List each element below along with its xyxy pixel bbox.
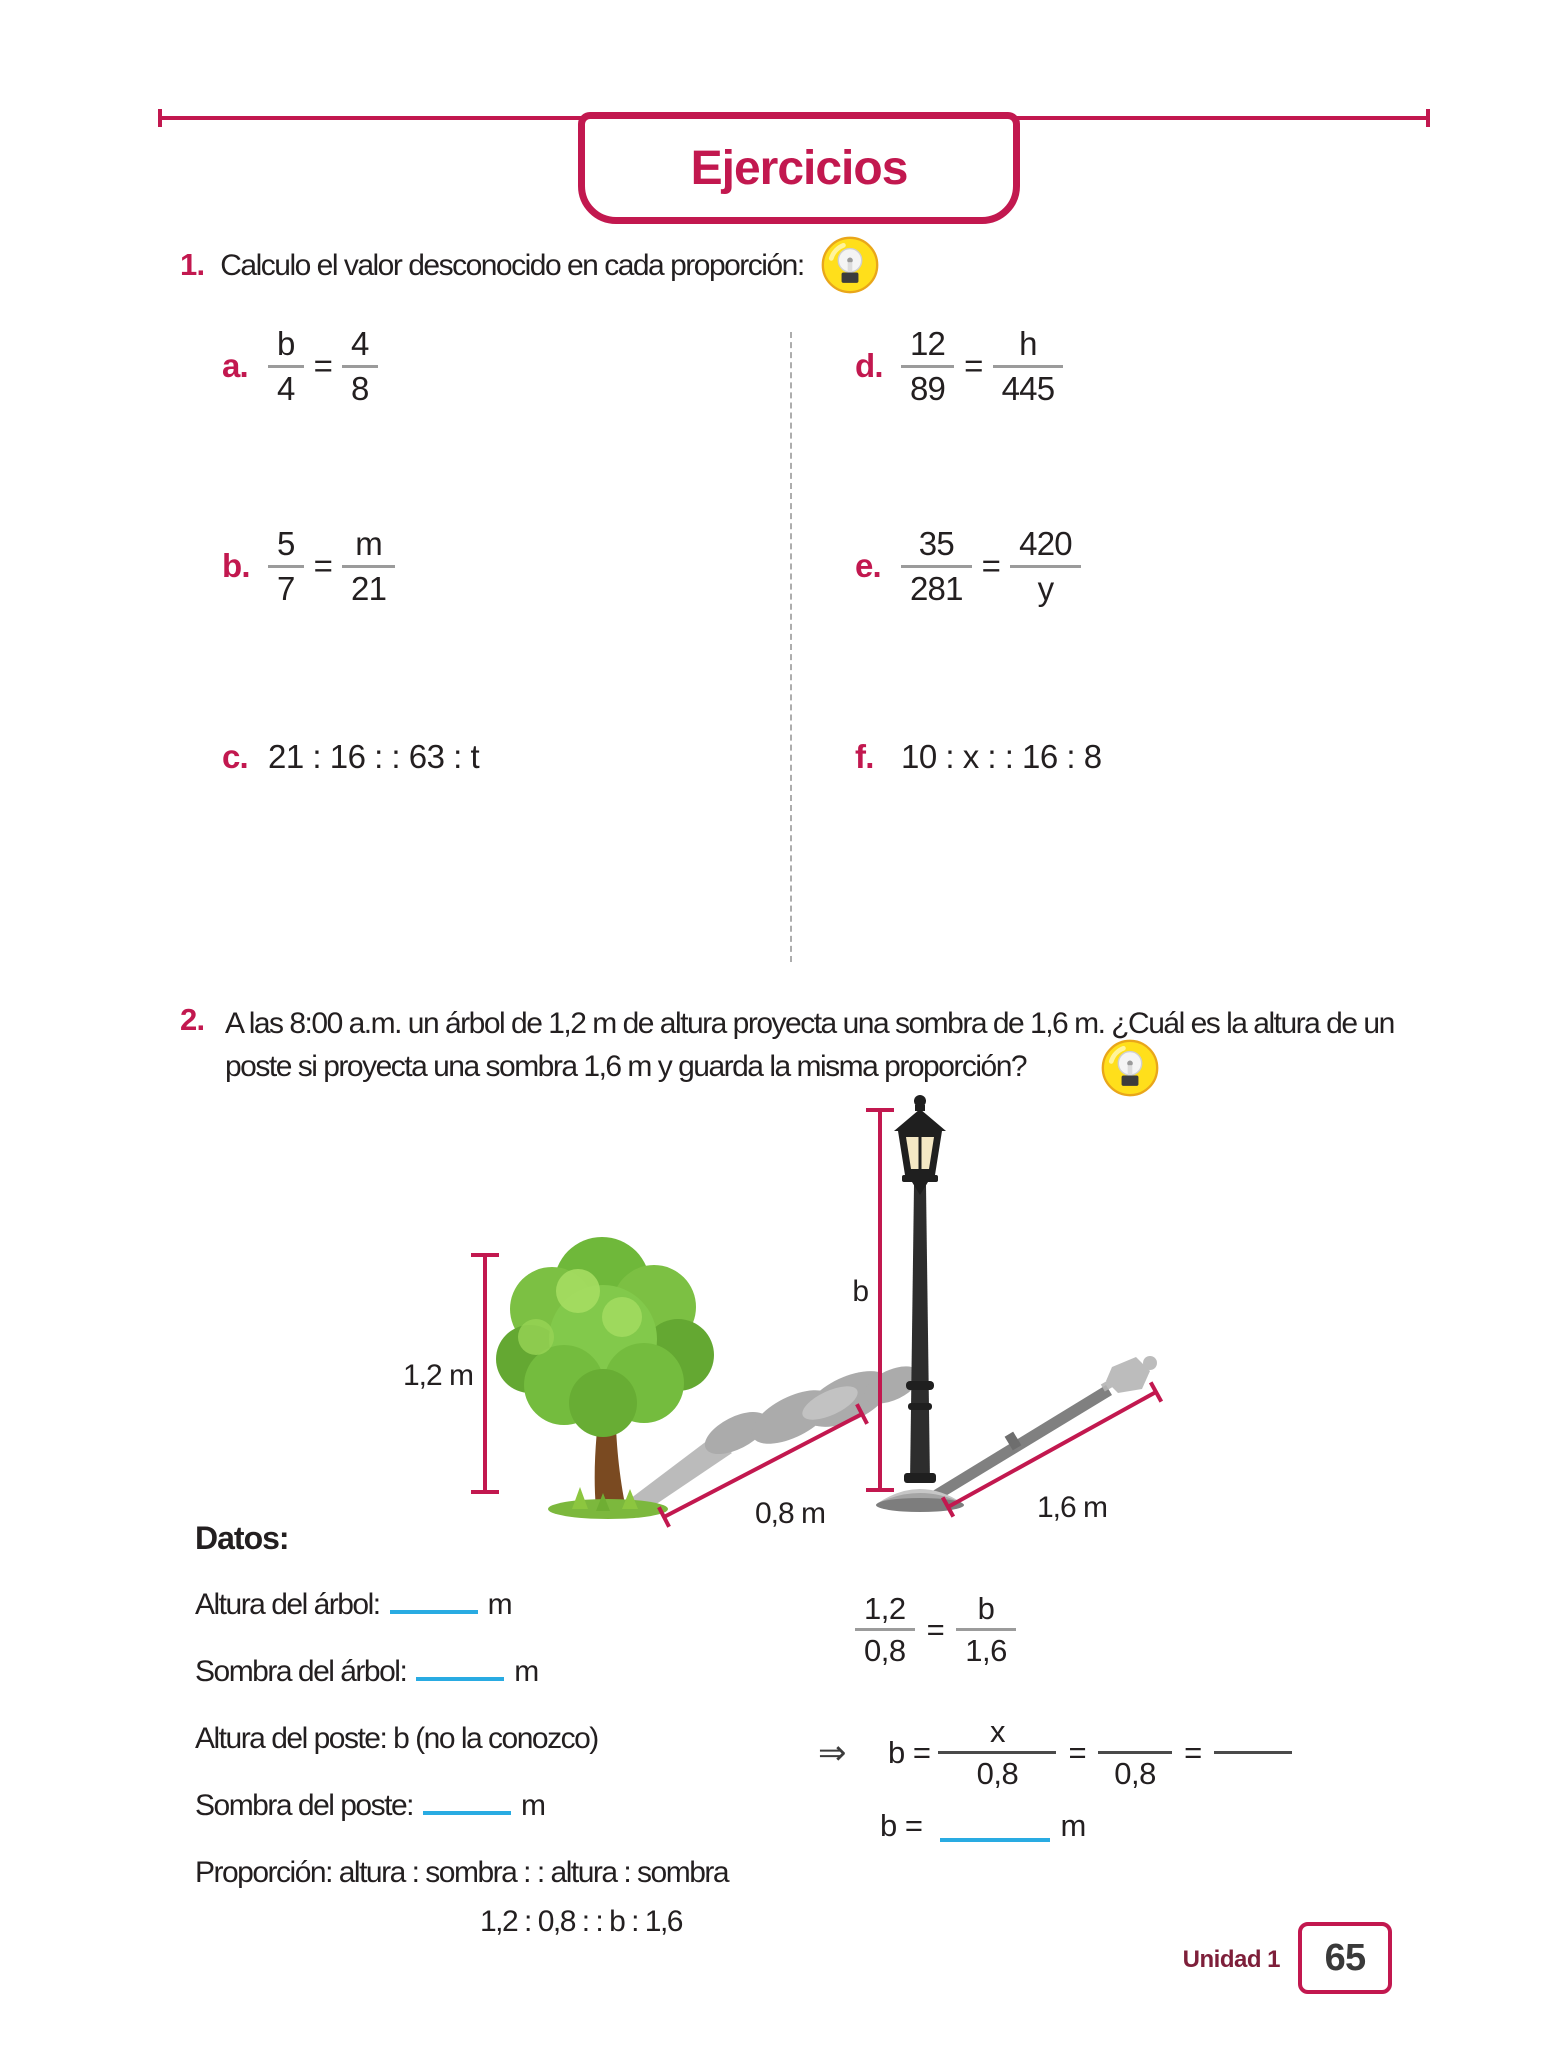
proportion-item-e <box>855 526 1081 606</box>
datos-line-proportion <box>195 1856 728 1890</box>
exercise1-prompt: Calculo el valor desconocido en cada proporción: <box>220 248 804 282</box>
exercise2-text <box>225 1002 1394 1088</box>
fraction <box>1010 526 1081 606</box>
answer-blank <box>423 1811 511 1815</box>
fraction <box>268 526 304 606</box>
datos-label: Sombra del poste: <box>195 1789 413 1822</box>
fraction-denominator: 1,6 <box>956 1628 1016 1667</box>
datos-line-post-height <box>195 1722 598 1756</box>
tree-height-label: 1,2 m <box>402 1359 474 1392</box>
fraction-numerator: m <box>355 525 382 562</box>
fraction-numerator: 5 <box>277 525 295 562</box>
unit-label: m <box>520 1789 545 1822</box>
exercise1-number: 1. <box>180 247 205 282</box>
solution-result-row <box>880 1806 1086 1846</box>
fraction-numerator: b <box>277 325 295 362</box>
fraction-denominator: 8 <box>342 365 378 407</box>
proportion-item-d <box>855 326 1063 406</box>
item-label: b. <box>222 547 250 585</box>
lamppost-shadow-illustration <box>926 1356 1157 1503</box>
fraction-denominator: 0,8 <box>855 1628 915 1667</box>
fraction-numerator: 4 <box>351 325 369 362</box>
answer-blank <box>390 1610 478 1614</box>
implies-arrow-icon: ⇒ <box>818 1733 846 1772</box>
datos-label: Altura del árbol: <box>195 1588 380 1621</box>
blank-numerator <box>1098 1715 1172 1751</box>
equals-sign: = <box>926 1611 945 1647</box>
datos-line-tree-height <box>195 1588 511 1622</box>
lamppost-illustration <box>876 1095 964 1512</box>
fraction <box>956 1592 1016 1668</box>
fraction <box>993 326 1064 406</box>
fraction-numerator: 35 <box>918 525 954 562</box>
datos-title: Datos: <box>195 1520 289 1556</box>
tree-shadow-label: 0,8 m <box>754 1497 826 1530</box>
page-title-badge <box>578 112 1020 224</box>
proportion-item-c <box>222 738 479 776</box>
datos-line-tree-shadow <box>195 1655 538 1689</box>
unit-label: m <box>487 1588 512 1621</box>
item-label: f. <box>855 738 874 775</box>
item-label: d. <box>855 347 883 385</box>
post-shadow-label: 1,6 m <box>1036 1491 1108 1524</box>
b-equals: b = <box>888 1734 931 1770</box>
solution-proportion-equation <box>855 1592 1016 1668</box>
answer-blank <box>416 1677 504 1681</box>
fraction-denominator: 89 <box>901 365 954 407</box>
solution-derivation-row <box>818 1715 1292 1791</box>
footer-unit-label: Unidad 1 <box>1182 1946 1280 1973</box>
post-shadow-measure-line <box>948 1392 1156 1507</box>
proportion-item-a <box>222 326 378 406</box>
fraction-numerator: b <box>977 1591 995 1626</box>
fraction-denominator: 21 <box>342 565 395 607</box>
datos-line-post-shadow <box>195 1789 544 1823</box>
post-height-label: b <box>852 1275 868 1308</box>
page-number: 65 <box>1324 1936 1366 1979</box>
column-divider <box>790 332 792 962</box>
equals-sign: = <box>313 547 333 585</box>
answer-blank <box>940 1838 1050 1842</box>
datos-label: Sombra del árbol: <box>195 1655 407 1688</box>
datos-proportion-values <box>480 1905 682 1939</box>
fraction-numerator: 420 <box>1019 525 1072 562</box>
fraction-denominator: 0,8 <box>1098 1751 1172 1790</box>
datos-label: Proporción: altura : sombra : : altura : sombra <box>195 1856 729 1889</box>
equals-sign: = <box>981 547 1001 585</box>
item-label: e. <box>855 547 881 585</box>
fraction-with-blank-numerator <box>1098 1715 1172 1791</box>
fraction <box>342 526 395 606</box>
answer-blank <box>1214 1751 1292 1754</box>
page-title: Ejercicios <box>690 141 908 195</box>
fraction <box>855 1592 915 1668</box>
hint-lightbulb-icon <box>820 235 880 295</box>
equals-sign: = <box>964 347 983 385</box>
item-label: a. <box>222 347 248 385</box>
fraction-denominator: y <box>1010 565 1081 607</box>
ratio-expression: 10 : x : : 16 : 8 <box>901 738 1102 775</box>
datos-label: Altura del poste: b (no la conozco) <box>195 1722 598 1755</box>
lightbulb-icon-graphic <box>820 235 880 295</box>
equals-sign: = <box>313 347 333 385</box>
fraction <box>268 326 304 406</box>
b-equals: b = <box>880 1808 923 1843</box>
fraction-numerator: 1,2 <box>864 1591 906 1626</box>
unit-label: m <box>1060 1808 1086 1843</box>
fraction <box>901 326 954 406</box>
exercise2-line2: poste si proyecta una sombra 1,6 m y guarda la misma proporción? <box>225 1050 1027 1083</box>
item-label: c. <box>222 738 248 775</box>
exercise1-prompt-row <box>180 235 880 295</box>
fraction-denominator: 7 <box>268 565 304 607</box>
fraction-denominator: 445 <box>993 365 1064 407</box>
fraction <box>901 526 972 606</box>
fraction <box>342 326 378 406</box>
fraction-denominator: 4 <box>268 365 304 407</box>
page-number-box <box>1298 1922 1392 1994</box>
fraction-numerator: 12 <box>910 325 946 362</box>
fraction-denominator: 0,8 <box>938 1751 1056 1790</box>
equals-sign: = <box>1184 1734 1202 1770</box>
proportion-item-b <box>222 526 395 606</box>
tree-and-lamppost-diagram <box>360 1085 1240 1545</box>
fraction-numerator: x <box>989 1714 1005 1749</box>
fraction-numerator: h <box>1019 325 1037 362</box>
exercise2-number: 2. <box>180 1002 205 1037</box>
exercise2-line1: A las 8:00 a.m. un árbol de 1,2 m de altura proyecta una sombra de 1,6 m. ¿Cuál es la altura de un <box>225 1007 1394 1040</box>
proportion-item-f <box>855 738 1102 776</box>
unit-label: m <box>514 1655 538 1688</box>
fraction-denominator: 281 <box>901 565 972 607</box>
fraction <box>938 1715 1056 1791</box>
ratio-expression: 21 : 16 : : 63 : t <box>268 738 480 775</box>
equals-sign: = <box>1068 1734 1087 1770</box>
proportion-values: 1,2 : 0,8 : : b : 1,6 <box>480 1905 682 1938</box>
